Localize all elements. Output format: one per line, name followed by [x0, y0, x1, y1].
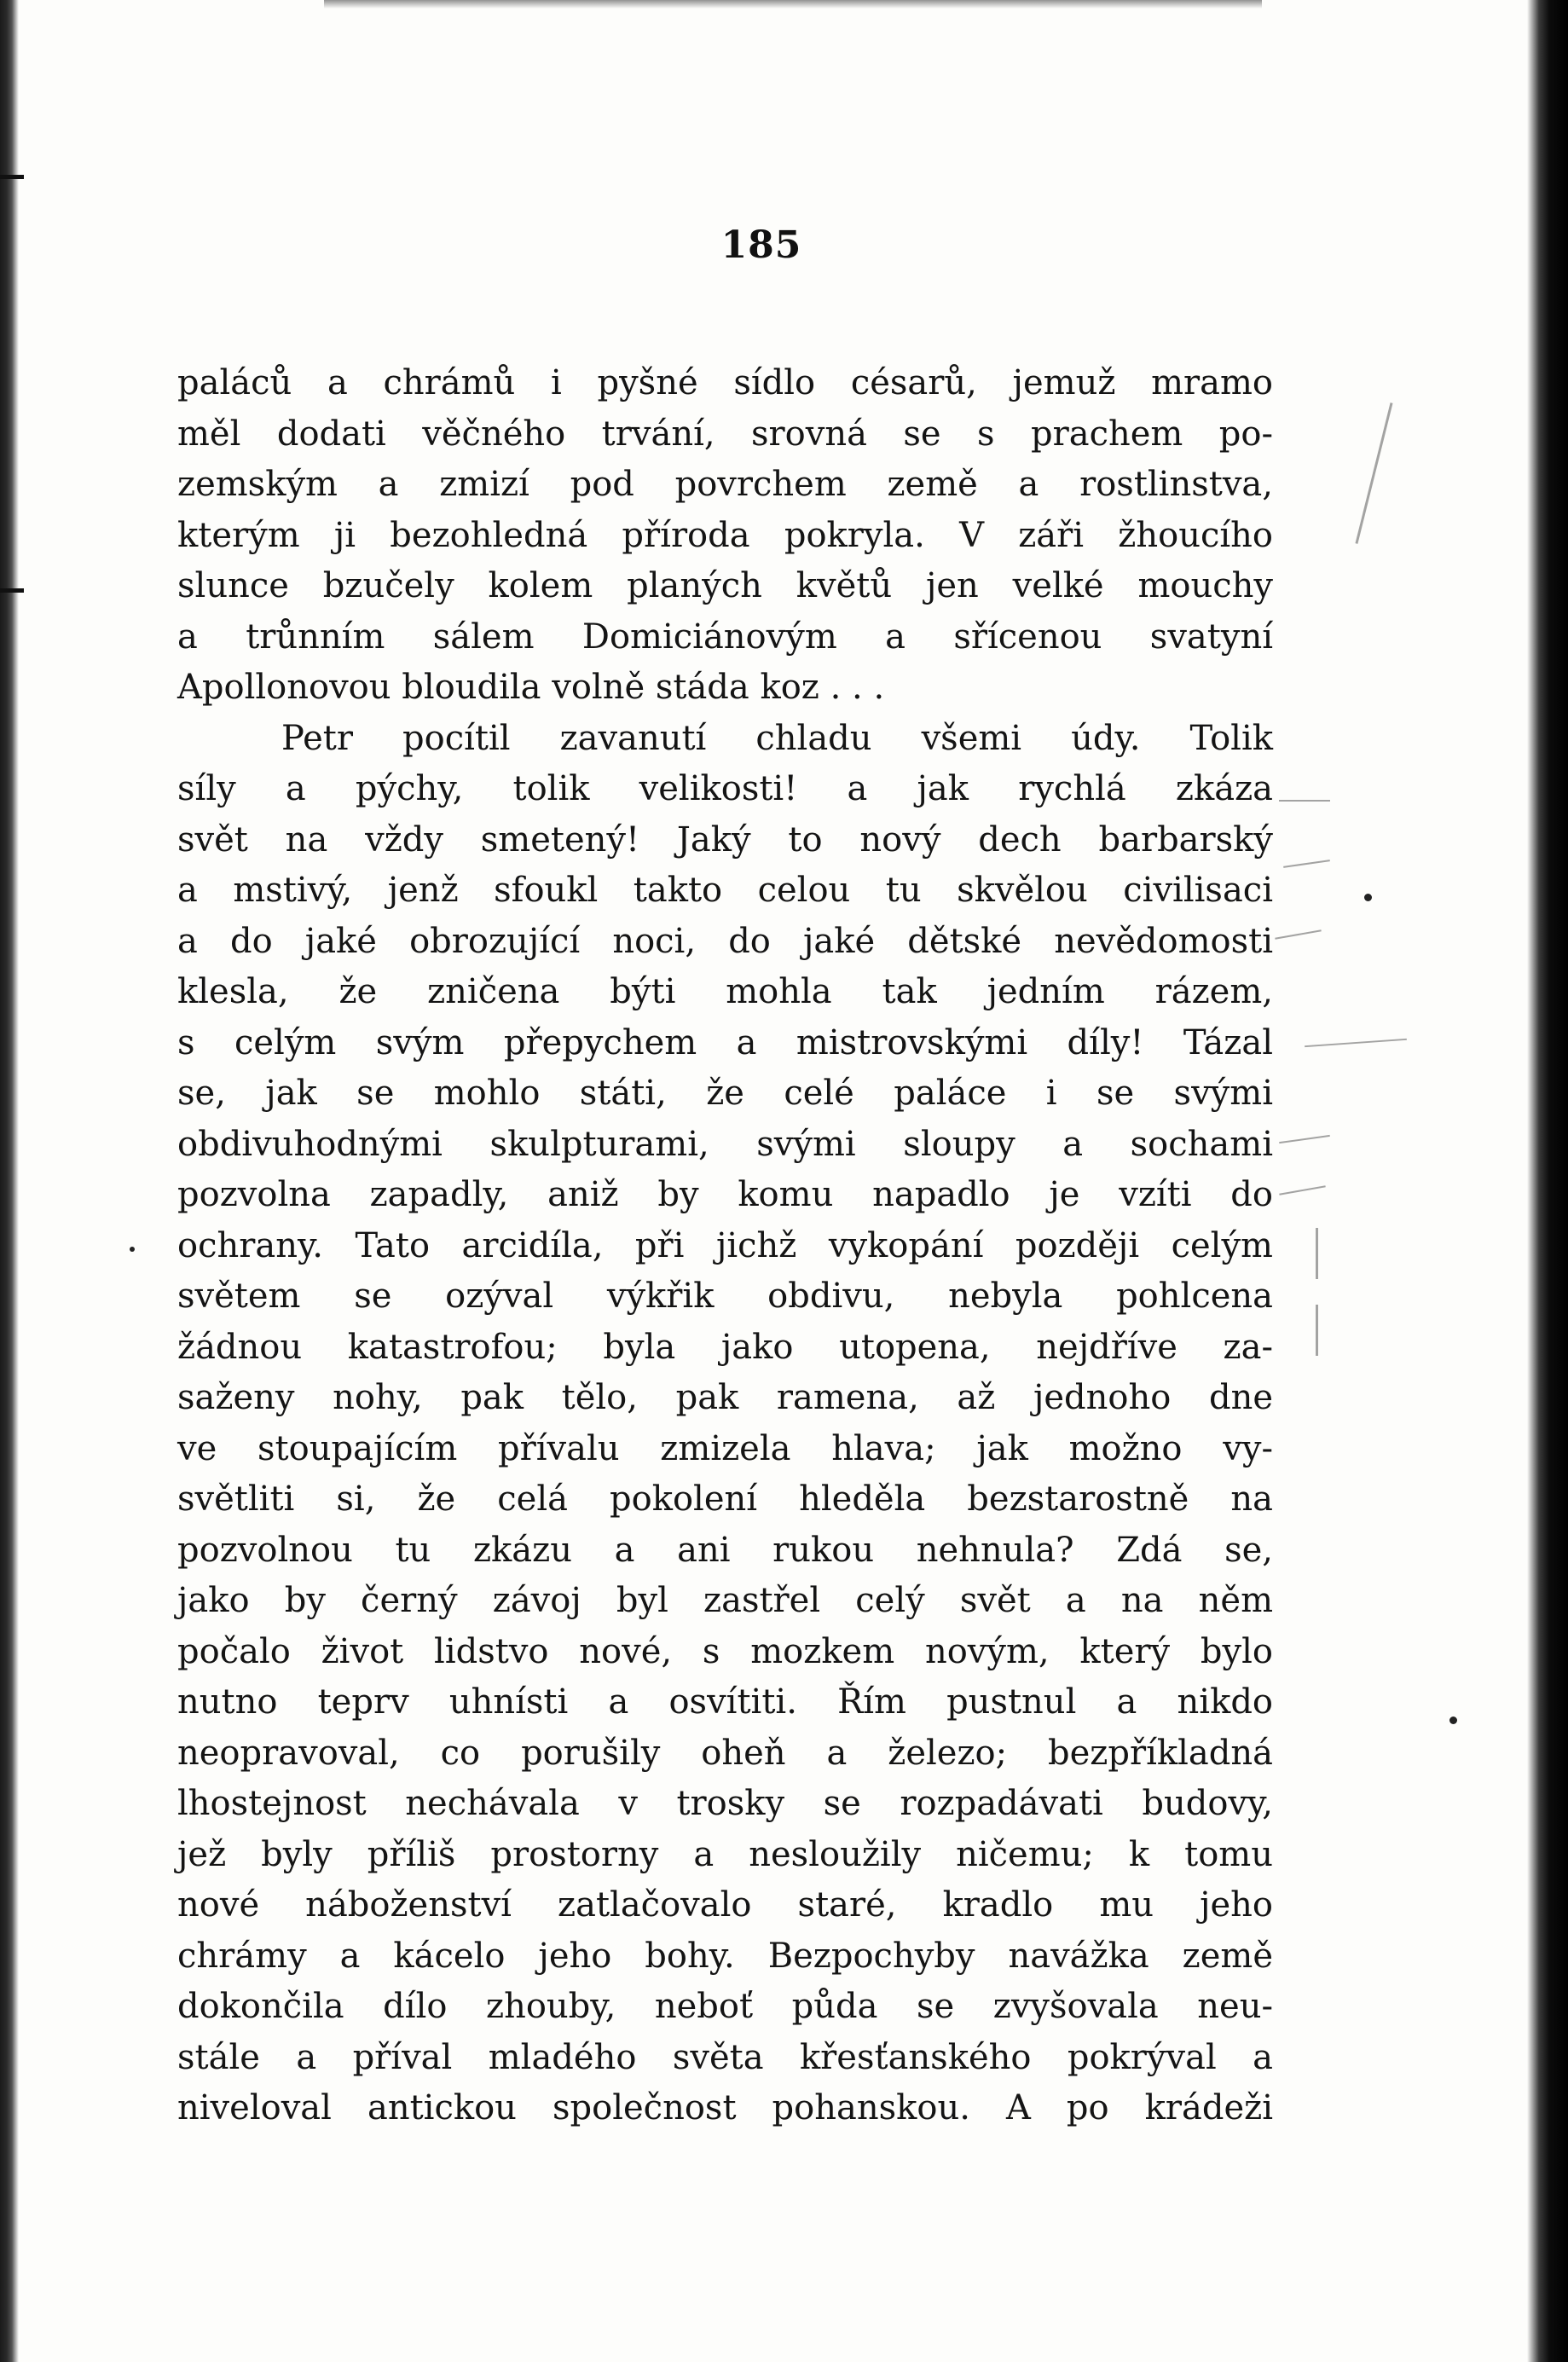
text-line: se, jak se mohlo státi, že celé paláce i se svými [177, 1074, 1273, 1113]
text-line: lhostejnost nechávala v trosky se rozpadávati budovy, [177, 1784, 1273, 1823]
margin-mark [1279, 800, 1330, 802]
text-line: svět na vždy smetený! Jaký to nový dech barbarský [177, 819, 1273, 860]
margin-mark [1305, 1039, 1407, 1047]
text-line: jež byly příliš prostorny a nesloužily ničemu; k tomu [177, 1834, 1273, 1874]
text-line: ochrany. Tato arcidíla, při jichž vykopání později celým [177, 1225, 1273, 1265]
margin-mark [1275, 929, 1322, 940]
scan-edge-left [0, 0, 19, 2362]
text-line: pozvolnou tu zkázu a ani rukou nehnula? Zdá se, [177, 1530, 1273, 1570]
text-line: kterým ji bezohledná příroda pokryla. V záři žhoucího [177, 515, 1273, 555]
scan-edge-tick [0, 175, 24, 179]
text-line: počalo život lidstvo nové, s mozkem novým, který bylo [177, 1631, 1273, 1671]
text-line: klesla, že zničena býti mohla tak jedním rázem, [177, 972, 1273, 1011]
text-line: dokončila dílo zhouby, neboť půda se zvyšovala neu- [177, 1987, 1273, 2026]
text-line: nutno teprv uhnísti a osvítiti. Řím pustnul a nikdo [177, 1682, 1273, 1722]
text-line: a mstivý, jenž sfoukl takto celou tu skvělou civilisaci [177, 871, 1273, 910]
text-line: saženy nohy, pak tělo, pak ramena, až jednoho dne [177, 1378, 1273, 1417]
margin-mark [1316, 1228, 1318, 1279]
text-line: Apollonovou bloudila volně stáda koz . . . [177, 668, 885, 707]
margin-dot [1364, 894, 1372, 901]
text-line: jako by černý závoj byl zastřel celý svět a na něm [177, 1581, 1273, 1620]
page-number: 185 [720, 223, 802, 267]
margin-mark [1355, 402, 1392, 544]
text-line: žádnou katastrofou; byla jako utopena, nejdříve za- [177, 1327, 1273, 1367]
text-line: neopravoval, co porušily oheň a železo; bezpříkladná [177, 1733, 1273, 1773]
text-line: světliti si, že celá pokolení hleděla bezstarostně na [177, 1479, 1273, 1519]
text-line: Petr pocítil zavanutí chladu všemi údy. Tolik [281, 718, 1273, 758]
text-line: chrámy a kácelo jeho bohy. Bezpochyby navážka země [177, 1936, 1273, 1976]
text-line: pozvolna zapadly, aniž by komu napadlo je vzíti do [177, 1175, 1273, 1214]
text-line: paláců a chrámů i pyšné sídlo césarů, jemuž mramo [177, 363, 1273, 402]
margin-dot [1449, 1717, 1457, 1724]
text-line: zemským a zmizí pod povrchem země a rostlinstva, [177, 465, 1273, 504]
margin-mark [1279, 1135, 1330, 1143]
text-line: nové náboženství zatlačovalo staré, kradlo mu jeho [177, 1885, 1273, 1925]
text-line: a trůnním sálem Domiciánovým a sřícenou svatyní [177, 617, 1273, 657]
text-line: ve stoupajícím přívalu zmizela hlava; jak možno vy- [177, 1428, 1273, 1468]
text-line: a do jaké obrozující noci, do jaké dětské nevědomosti [177, 921, 1273, 961]
text-line: síly a pýchy, tolik velikosti! a jak rychlá zkáza [177, 769, 1273, 808]
text-line: měl dodati věčného trvání, srovná se s prachem po- [177, 414, 1273, 454]
text-line: stále a příval mladého světa křesťanského pokrýval a [177, 2037, 1273, 2077]
text-line: obdivuhodnými skulpturami, svými sloupy a sochami [177, 1124, 1273, 1164]
text-line: slunce bzučely kolem planých květů jen velké mouchy [177, 566, 1273, 605]
scan-edge-top [324, 0, 1262, 9]
margin-mark [1283, 860, 1330, 868]
scan-edge-tick [0, 588, 24, 593]
margin-dot [130, 1247, 135, 1252]
text-line: niveloval antickou společnost pohanskou. A po krádeži [177, 2088, 1273, 2128]
margin-mark [1316, 1305, 1318, 1356]
margin-mark [1279, 1185, 1326, 1195]
body-text [177, 358, 1273, 2134]
text-line: s celým svým přepychem a mistrovskými díly! Tázal [177, 1022, 1273, 1062]
scan-edge-right [1527, 0, 1568, 2362]
text-line: světem se ozýval výkřik obdivu, nebyla pohlcena [177, 1277, 1273, 1316]
